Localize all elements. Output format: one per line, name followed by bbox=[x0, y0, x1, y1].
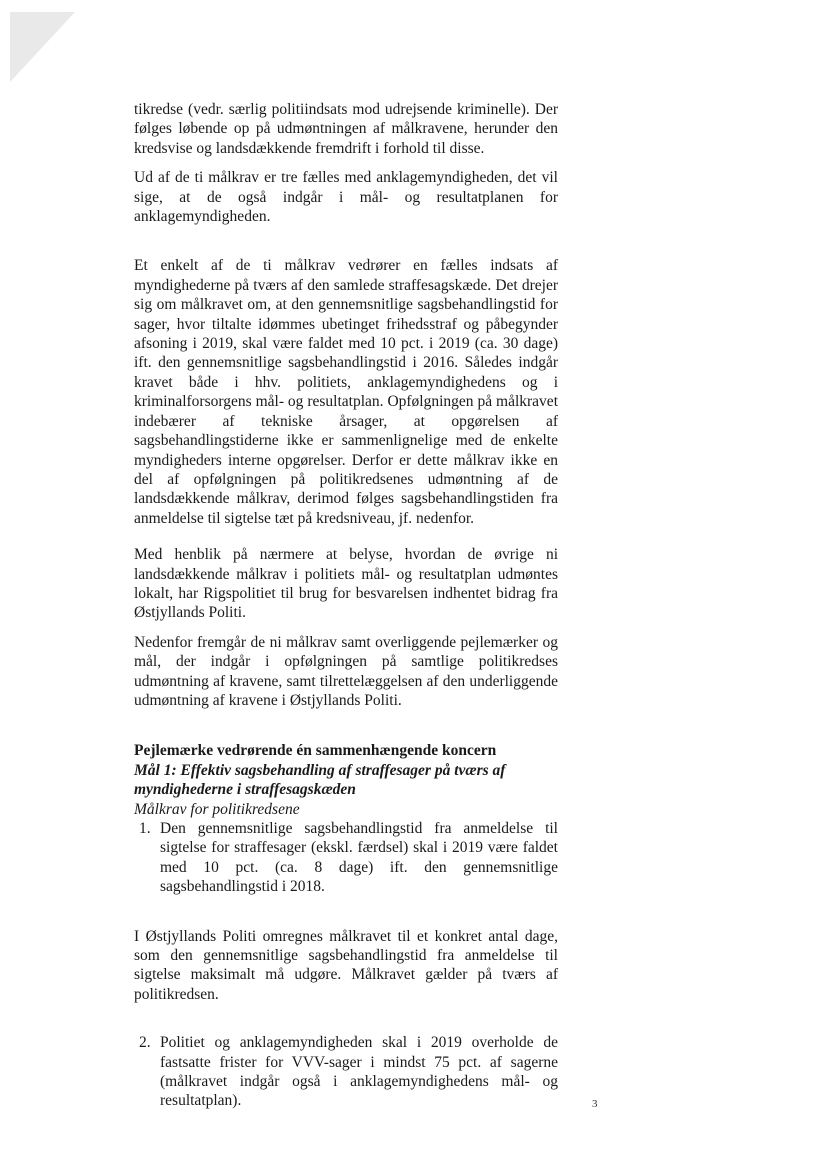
list-item-number: 1. bbox=[139, 820, 151, 837]
requirements-list-continued bbox=[134, 1033, 558, 1111]
page-body bbox=[134, 100, 558, 1111]
folded-corner-mark bbox=[10, 12, 75, 82]
requirements-list bbox=[134, 819, 558, 897]
requirements-subheading: Målkrav for politikredsene bbox=[134, 800, 300, 818]
page-number: 3 bbox=[592, 1098, 598, 1110]
paragraph-joint-effort: Et enkelt af de ti målkrav vedrører en fælles indsats af myndighederne på tværs af den samlede straffesagskæde. Det drejer sig om målkravet om, at den gennemsnitlige sagsbehandlingstid for sager, hvor tiltalte idømmes ubetinget frihedsstraf og påbegynder afsoning i 2019, skal være faldet med 10 pct. i 2019 (ca. 30 dage) ift. den gennemsnitlige sagsbehandlingstid i 2016. Således indgår kravet både i hhv. politiets, anklagemyndighedens og i kriminalforsorgens mål- og resultatplan. Opfølgningen på målkravet indebærer af tekniske årsager, at opgørelsen af sagsbehandlingstiderne ikke er sammenlignelige med de enkelte myndigheders interne opgørelser. Derfor er dette målkrav ikke en del af opfølgningen på politikredsenes udmøntning af de landsdækkende målkrav, derimod følges sagsbehandlingstiden fra anmeldelse til sigtelse tæt på kredsniveau, jf. nedenfor. bbox=[134, 257, 558, 527]
list-item bbox=[134, 1033, 558, 1111]
section-heading: Pejlemærke vedrørende én sammenhængende koncern bbox=[134, 742, 497, 760]
paragraph-item1-note: I Østjyllands Politi omregnes målkravet til et konkret antal dage, som den gennemsnitlige sagsbehandlingstid fra anmeldelse til sigtelse maksimalt må udgøre. Målkravet gælder på tværs af politikredsen. bbox=[134, 927, 558, 1003]
paragraph-overview: Nedenfor fremgår de ni målkrav samt overliggende pejlemærker og mål, der indgår i opfølgningen på samtlige politikredses udmøntning af kravene, samt tilrettelæggelsen af den underliggende udmøntning af kravene i Østjyllands Politi. bbox=[134, 633, 558, 709]
list-item bbox=[134, 819, 558, 897]
list-item-number: 2. bbox=[139, 1034, 151, 1052]
paragraph-continuation: tikredse (vedr. særlig politiindsats mod udrejsende kriminelle). Der følges løbende op på udmøntningen af målkravene, herunder den kredsvise og landsdækkende fremdrift i forhold til disse. bbox=[134, 101, 558, 157]
list-item-text: Den gennemsnitlige sagsbehandlingstid fra anmeldelse til sigtelse for straffesager (ekskl. færdsel) skal i 2019 være faldet med 10 pct. (ca. 8 dage) ift. den gennemsnitlige sagsbehandlingstid i 2018. bbox=[160, 820, 558, 896]
paragraph-common-requirements: Ud af de ti målkrav er tre fælles med anklagemyndigheden, det vil sige, at de også indgår i mål- og resultatplanen for anklagemyndigheden. bbox=[134, 169, 558, 226]
list-item-text: Politiet og anklagemyndigheden skal i 2019 overholde de fastsatte frister for VVV-sager i mindst 75 pct. af sagerne (målkravet indgår også i anklagemyndighedens mål- og resultatplan). bbox=[160, 1034, 558, 1110]
paragraph-local-implementation: Med henblik på nærmere at belyse, hvordan de øvrige ni landsdækkende målkrav i politiets mål- og resultatplan udmøntes lokalt, har Rigspolitiet til brug for besvarelsen indhentet bidrag fra Østjyllands Politi. bbox=[134, 546, 558, 622]
goal-title: Mål 1: Effektiv sagsbehandling af straffesager på tværs af myndighederne i straffesagskæden bbox=[134, 761, 506, 799]
